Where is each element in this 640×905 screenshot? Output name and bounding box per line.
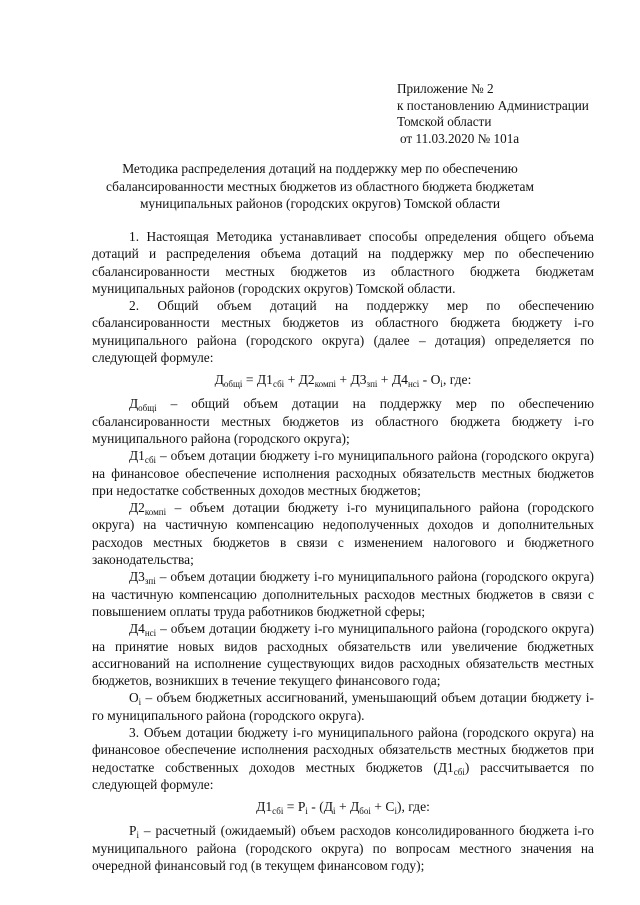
sym-d4: Д4 bbox=[129, 621, 145, 637]
op-minus-open: - ( bbox=[307, 799, 324, 815]
sym-d: Д bbox=[129, 396, 139, 412]
op-plus: + bbox=[335, 372, 351, 388]
definition-p bbox=[92, 822, 594, 874]
sym-d3: Д3 bbox=[129, 569, 145, 585]
sym-d3: Д3 bbox=[350, 372, 367, 388]
definition-text: – объем дотации бюджету i-го муниципального района (городского округа) на финансовое обеспечение исполнения расходных обязательств местных бюджетов при недостатке собственных доходов местных бюджетов; bbox=[92, 448, 594, 498]
sym-p: Р bbox=[129, 823, 137, 839]
paragraph-1: 1. Настоящая Методика устанавливает способы определения общего объема дотаций и распределения объема дотаций на поддержку мер по обеспечению сбалансированности местных бюджетов из областного бюджета бюджетам муниципальных районов (городских округов) Томской области. bbox=[92, 229, 594, 296]
paragraph-2: 2. Общий объем дотаций на поддержку мер по обеспечению сбалансированности местных бюджетов из областного бюджета бюджету i-го муниципального района (городского округа) (далее – дотация) определяется по следующей формуле: bbox=[92, 298, 594, 366]
appendix-date-line: от 11.03.2020 № 101а bbox=[400, 130, 520, 146]
sym-d2: Д2 bbox=[298, 372, 315, 388]
appendix-region-line: Томской области bbox=[397, 114, 492, 130]
definition-text: – объем дотации бюджету i-го муниципального района (городского округа) на частичную компенсацию дополнительных расходов местных бюджетов в связи с повышением оплаты труда работников бюджетной сферы; bbox=[92, 569, 594, 619]
sym-d1: Д1 bbox=[256, 799, 273, 815]
sub-sbi: сбi bbox=[272, 806, 284, 817]
title-line-1: Методика распределения дотаций на поддержку мер по обеспечению bbox=[122, 161, 518, 176]
definition-text: – объем дотации бюджету i-го муниципального района (городского округа) на принятие новых видов расходных обязательств или увеличение бюджетных ассигнований на исполнение существующих видов расходных обязательств местных бюджетов, возникших в течение текущего финансового года; bbox=[92, 621, 594, 689]
definition-text: – общий объем дотации на поддержку мер по обеспечению сбалансированности местных бюджетов из областного бюджета бюджету i-го муниципального района (городского округа); bbox=[92, 396, 594, 446]
sub-i: i bbox=[136, 830, 139, 841]
sub-boi: боi bbox=[359, 806, 371, 817]
title-line-3: муниципальных районов (городских округов) Томской области bbox=[139, 196, 501, 211]
sub-sbi: сбi bbox=[453, 766, 465, 777]
sub-kompi: компi bbox=[144, 507, 167, 518]
op-eq: = bbox=[283, 799, 298, 815]
definition-total bbox=[92, 395, 594, 447]
definition-text: – объем бюджетных ассигнований, уменьшающий объем дотации бюджету i-го муниципального района (городского округа). bbox=[92, 690, 594, 723]
sym-o: О bbox=[129, 690, 139, 706]
sym-o: О bbox=[430, 372, 441, 388]
definition-d4 bbox=[92, 620, 594, 689]
definition-d1 bbox=[92, 447, 594, 499]
definition-text: – расчетный (ожидаемый) объем расходов консолидированного бюджета i-го муниципального района (городского округа) по вопросам местного значения на очередной финансовый год (в текущем финансовом году); bbox=[92, 823, 594, 873]
sub-i: i bbox=[440, 379, 443, 390]
appendix-header bbox=[397, 81, 589, 147]
sub-i: i bbox=[333, 806, 336, 817]
sub-nsi: нсi bbox=[407, 379, 420, 390]
sym-d: Д bbox=[323, 799, 334, 815]
op-plus: + bbox=[377, 372, 392, 388]
op-plus: + bbox=[335, 799, 351, 815]
paragraph-3 bbox=[92, 724, 594, 793]
sym-d1: Д1 bbox=[256, 372, 273, 388]
definition-o bbox=[92, 689, 594, 724]
formula-d1 bbox=[92, 798, 594, 816]
op-plus: + bbox=[284, 372, 299, 388]
sub-zpi: зпi bbox=[144, 576, 156, 587]
definition-text: – объем дотации бюджету i-го муниципального района (городского округа) на частичную компенсацию недополученных доходов и дополнительных расходов местных бюджетов в связи с изменением налогового и бюджетного законодательства; bbox=[92, 500, 594, 568]
title-line-2: сбалансированности местных бюджетов из областного бюджета бюджетам bbox=[106, 178, 534, 194]
sym-d2: Д2 bbox=[129, 500, 145, 516]
paragraph-3-text-after: ) рассчитывается по следующей формуле: bbox=[92, 759, 594, 792]
sym-d: Д bbox=[214, 372, 224, 388]
appendix-number: Приложение № 2 bbox=[397, 81, 494, 96]
sub-i: i bbox=[394, 806, 397, 817]
op-minus: - bbox=[419, 372, 431, 388]
sym-d4: Д4 bbox=[391, 372, 408, 388]
sym-d: Д bbox=[350, 799, 360, 815]
paragraph-3-text-before: 3. Объем дотации бюджету i-го муниципального района (городского округа) на финансовое обеспечение исполнения расходных обязательств местных бюджетов при недостатке собственных доходов местных бюджетов ( bbox=[92, 725, 594, 775]
formula-tail: ), где: bbox=[396, 799, 430, 815]
document-body bbox=[92, 228, 594, 874]
sym-p: Р bbox=[297, 799, 306, 815]
op-eq: = bbox=[242, 372, 257, 388]
sub-sbi: сбi bbox=[272, 379, 285, 390]
sub-zpi: зпi bbox=[366, 379, 378, 390]
definition-d2 bbox=[92, 499, 594, 568]
op-plus: + bbox=[370, 799, 386, 815]
appendix-resolution-line: к постановлению Администрации bbox=[397, 97, 589, 113]
page-title bbox=[0, 160, 640, 213]
sub-nsi: нсi bbox=[144, 628, 157, 639]
formula-tail: , где: bbox=[442, 372, 472, 388]
formula-total bbox=[92, 371, 594, 389]
sym-d1: Д1 bbox=[129, 448, 145, 464]
sub-total: общi bbox=[223, 379, 243, 390]
sub-i: i bbox=[305, 806, 308, 817]
sub-sbi: сбi bbox=[144, 455, 157, 466]
sym-c: С bbox=[385, 799, 395, 815]
sub-total: общi bbox=[138, 403, 157, 414]
sub-kompi: компi bbox=[314, 379, 336, 390]
definition-d3 bbox=[92, 568, 594, 620]
sub-i: i bbox=[138, 697, 142, 708]
sym-d1: Д1 bbox=[437, 759, 454, 775]
